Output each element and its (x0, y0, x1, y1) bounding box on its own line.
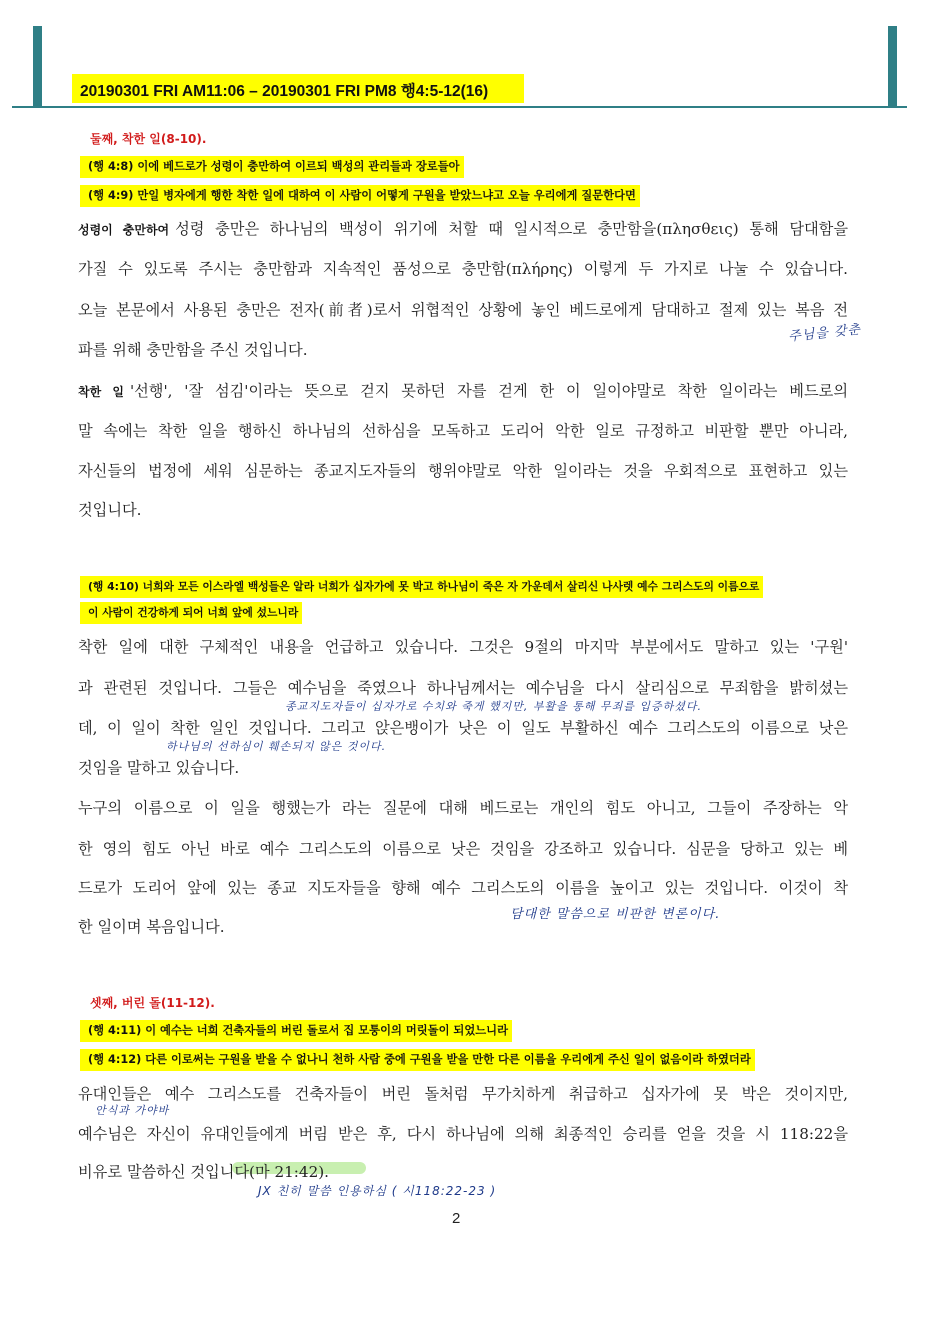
paragraph-line: 한 일이며 복음입니다. (78, 918, 225, 936)
paragraph-line: 가질 수 있도록 주시는 충만함과 지속적인 품성으로 충만함(πλήρης) 이렇게 두 가지로 나눌 수 있습니다. (78, 260, 848, 278)
paragraph-line: 누구의 이름으로 이 일을 행했는가 라는 질문에 대해 베드로는 개인의 힘도 아니고, 그들이 주장하는 악 (78, 799, 848, 817)
handwritten-note: 안식과 가야바 (95, 1104, 170, 1117)
paragraph-line: 오늘 본문에서 사용된 충만은 전자(前者)로서 위협적인 상황에 놓인 베드로에게 담대하고 절제 있는 복음 전 (78, 301, 848, 319)
page-number: 2 (452, 1210, 461, 1227)
handwritten-note: 주님을 갖춘 (787, 322, 862, 345)
keyword-label: 성령이 충만하여 (78, 223, 170, 237)
handwritten-note: 하나님의 선하심이 훼손되지 않은 것이다. (166, 740, 387, 753)
paragraph-line: 착한 일 '선행', '잘 섬김'이라는 뜻으로 걷지 못하던 자를 걷게 한 이 일이야말로 착한 일이라는 베드로의 (78, 382, 848, 400)
paragraph-line: 과 관련된 것입니다. 그들은 예수님을 죽였으나 하나님께서는 예수님을 다시 살리심으로 무죄함을 밝히셨는 (78, 679, 848, 697)
page-title: 20190301 FRI AM11:06 – 20190301 FRI PM8 행4:5-12(16) (80, 83, 489, 100)
top-rule (12, 106, 907, 108)
paragraph-line: 드로가 도리어 앞에 있는 종교 지도자들을 향해 예수 그리스도의 이름을 높이고 있는 것입니다. 이것이 착 (78, 879, 848, 897)
left-edge-bar (33, 26, 42, 108)
paragraph-line: 유대인들은 예수 그리스도를 건축자들이 버린 돌처럼 무가치하게 취급하고 십자가에 못 박은 것이지만, (78, 1085, 848, 1103)
paragraph-line: 것임을 말하고 있습니다. (78, 759, 240, 777)
keyword-label: 착한 일 (78, 385, 124, 399)
paragraph-line: 파를 위해 충만함을 주신 것입니다. (78, 341, 308, 359)
verse-4-11: (행 4:11) 이 예수는 너희 건축자들의 버린 돌로서 집 모퉁이의 머릿돌이 되었느니라 (80, 1020, 512, 1042)
right-edge-bar (888, 26, 897, 108)
verse-4-12: (행 4:12) 다른 이로써는 구원을 받을 수 없나니 천하 사람 중에 구원을 받을 만한 다른 이름을 우리에게 주신 일이 없음이라 하였더라 (80, 1049, 755, 1071)
verse-4-10: (행 4:10) 너희와 모든 이스라엘 백성들은 알라 너희가 십자가에 못 박고 하나님이 죽은 자 가운데서 살리신 나사렛 예수 그리스도의 이름으로 (80, 576, 763, 598)
verse-4-10-cont: 이 사람이 건강하게 되어 너희 앞에 섰느니라 (80, 602, 302, 624)
paragraph-line: 데, 이 일이 착한 일인 것입니다. 그리고 앉은뱅이가 낫은 이 일도 부활하신 예수 그리스도의 이름으로 낫은 (78, 719, 848, 737)
verse-4-8: (행 4:8) 이에 베드로가 성령이 충만하여 이르되 백성의 관리들과 장로들아 (80, 156, 464, 178)
paragraph-line: 비유로 말씀하신 것입니다(마 21:42). (78, 1163, 329, 1181)
handwritten-note: 종교지도자들이 십자가로 수치와 죽게 했지만, 부활을 통해 무죄를 입증하셨다. (285, 700, 702, 713)
handwritten-note: JX 친히 말씀 인용하심 ( 시118:22-23 ) (258, 1184, 497, 1198)
paragraph-line: 예수님은 자신이 유대인들에게 버림 받은 후, 다시 하나님에 의해 최종적인 승리를 얻을 것을 시 118:22을 (78, 1125, 848, 1143)
section-heading-2: 둘째, 착한 일(8-10). (90, 132, 207, 146)
paragraph-line: 착한 일에 대한 구체적인 내용을 언급하고 있습니다. 그것은 9절의 마지막 부분에서도 말하고 있는 '구원' (78, 638, 848, 656)
paragraph-line: 자신들의 법정에 세워 심문하는 종교지도자들의 행위야말로 악한 일이라는 것을 우회적으로 표현하고 있는 (78, 462, 848, 480)
paragraph-line: 말 속에는 착한 일을 행하신 하나님의 선하심을 모독하고 도리어 악한 일로 규정하고 비판할 뿐만 아니라, (78, 422, 848, 440)
section-heading-3: 셋째, 버린 돌(11-12). (90, 996, 215, 1010)
handwritten-note: 담대한 말씀으로 비판한 변론이다. (510, 907, 721, 922)
paragraph-line: 한 영의 힘도 아닌 바로 예수 그리스도의 이름으로 낫은 것임을 강조하고 있습니다. 심문을 당하고 있는 베 (78, 840, 848, 858)
paragraph-line: 것입니다. (78, 501, 142, 519)
paragraph-line: 성령이 충만하여 성령 충만은 하나님의 백성이 위기에 처할 때 일시적으로 충만함을(πλησθεις) 통해 담대함을 (78, 220, 849, 238)
verse-4-9: (행 4:9) 만일 병자에게 행한 착한 일에 대하여 이 사람이 어떻게 구원을 받았느냐고 오늘 우리에게 질문한다면 (80, 185, 640, 207)
